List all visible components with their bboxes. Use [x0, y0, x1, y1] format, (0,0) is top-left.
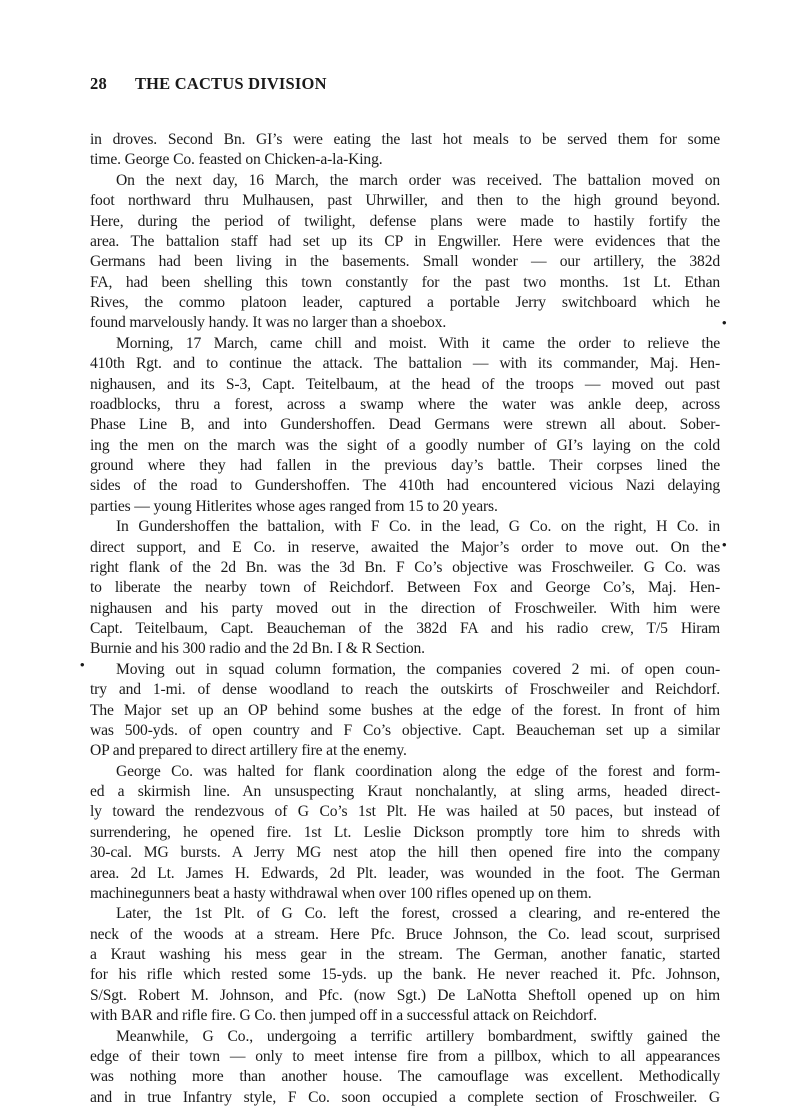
text-line: FA, had been shelling this town constantly for the past two months. 1st Lt. Ethan [90, 273, 720, 291]
running-header [90, 74, 327, 94]
text-line: parties — young Hitlerites whose ages ranged from 15 to 20 years. [90, 497, 498, 515]
margin-mark: • [722, 315, 727, 330]
margin-mark: • [80, 657, 85, 672]
text-line: nighausen, and its S-3, Capt. Teitelbaum, at the head of the troops — moved out past [90, 375, 720, 393]
body-text [90, 130, 720, 1108]
text-line: direct support, and E Co. in reserve, awaited the Major’s order to move out. On the [90, 538, 720, 556]
text-line: was 500-yds. of open country and F Co’s objective. Capt. Beaucheman set up a similar [90, 721, 720, 739]
text-line: OP and prepared to direct artillery fire at the enemy. [90, 742, 407, 760]
text-line: Burnie and his 300 radio and the 2d Bn. I & R Section. [90, 640, 425, 658]
text-line: George Co. was halted for flank coordination along the edge of the forest and form- [116, 762, 720, 780]
text-line: Moving out in squad column formation, the companies covered 2 mi. of open coun- [116, 660, 720, 678]
text-line: right flank of the 2d Bn. was the 3d Bn. F Co’s objective was Froschweiler. G Co. was [90, 558, 720, 576]
text-line: found marvelously handy. It was no larger than a shoebox. [90, 314, 447, 332]
text-line: 410th Rgt. and to continue the attack. The battalion — with its commander, Maj. Hen- [90, 355, 720, 373]
text-line: to liberate the nearby town of Reichdorf. Between Fox and George Co’s, Maj. Hen- [90, 579, 720, 597]
text-line: edge of their town — only to meet intense fire from a pillbox, which to all appearances [90, 1047, 720, 1065]
text-line: try and 1-mi. of dense woodland to reach the outskirts of Froschweiler and Reichdorf. [90, 681, 720, 699]
text-line: Phase Line B, and into Gundershoffen. Dead Germans were strewn all about. Sober- [90, 416, 720, 434]
text-line: Morning, 17 March, came chill and moist. With it came the order to relieve the [116, 334, 720, 352]
text-line: foot northward thru Mulhausen, past Uhrwiller, and then to the high ground beyond. [90, 192, 720, 210]
text-line: sides of the road to Gundershoffen. The 410th had encountered vicious Nazi delaying [90, 477, 720, 495]
text-line: and in true Infantry style, F Co. soon occupied a complete section of Froschweiler. G [90, 1088, 720, 1106]
text-line: machinegunners beat a hasty withdrawal when over 100 rifles opened up on them. [90, 884, 592, 902]
text-line: neck of the woods at a stream. Here Pfc. Bruce Johnson, the Co. lead scout, surprised [90, 925, 720, 943]
text-line: Rives, the commo platoon leader, captured a portable Jerry switchboard which he [90, 294, 720, 311]
text-line: a Kraut washing his mess gear in the stream. The German, another fanatic, started [90, 946, 720, 963]
text-line: roadblocks, thru a forest, across a swamp where the water was ankle deep, across [90, 395, 720, 413]
text-line: for his rifle which rested some 15-yds. up the bank. He never reached it. Pfc. Johnson, [90, 966, 720, 984]
text-line: In Gundershoffen the battalion, with F Co. in the lead, G Co. on the right, H Co. in [116, 518, 720, 536]
text-line: time. George Co. feasted on Chicken-a-la-King. [90, 151, 383, 169]
text-line: Capt. Teitelbaum, Capt. Beaucheman of the 382d FA and his radio crew, T/5 Hiram [90, 620, 720, 637]
text-line: ing the men on the march was the sight of a goodly number of GI’s laying on the cold [90, 436, 720, 454]
text-line: Meanwhile, G Co., undergoing a terrific artillery bombardment, swiftly gained the [116, 1027, 720, 1045]
text-line: nighausen and his party moved out in the direction of Froschweiler. With him were [90, 599, 720, 617]
text-line: Later, the 1st Plt. of G Co. left the forest, crossed a clearing, and re-entered the [116, 905, 720, 923]
text-line: in droves. Second Bn. GI’s were eating the last hot meals to be served them for some [90, 131, 720, 148]
text-line: was nothing more than another house. The camouflage was excellent. Methodically [90, 1068, 720, 1086]
text-line: ground where they had fallen in the previous day’s battle. Their corpses lined the [90, 457, 720, 474]
text-line: The Major set up an OP behind some bushes at the edge of the forest. In front of him [90, 701, 720, 719]
text-line: ed a skirmish line. An unsuspecting Kraut nonchalantly, at sling arms, headed direct- [90, 783, 720, 800]
text-line: area. 2d Lt. James H. Edwards, 2d Plt. leader, was wounded in the foot. The German [90, 864, 720, 882]
text-line: Here, during the period of twilight, defense plans were made to hastily fortify the [90, 212, 720, 230]
page-number: 28 [90, 74, 107, 93]
text-line: Germans had been living in the basements. Small wonder — our artillery, the 382d [90, 253, 720, 271]
text-line: On the next day, 16 March, the march order was received. The battalion moved on [116, 171, 720, 189]
text-line: area. The battalion staff had set up its CP in Engwiller. Here were evidences that the [90, 232, 720, 250]
text-line: surrendering, he opened fire. 1st Lt. Leslie Dickson promptly tore him to shreds with [90, 823, 720, 841]
text-line: S/Sgt. Robert M. Johnson, and Pfc. (now Sgt.) De LaNotta Sheftoll opened up on him [90, 986, 720, 1004]
text-line: 30-cal. MG bursts. A Jerry MG nest atop the hill then opened fire into the company [90, 844, 720, 862]
running-title: THE CACTUS DIVISION [134, 74, 327, 93]
margin-mark: • [722, 537, 727, 552]
text-line: with BAR and rifle fire. G Co. then jumped off in a successful attack on Reichdorf. [90, 1007, 597, 1025]
text-line: ly toward the rendezvous of G Co’s 1st Plt. He was hailed at 50 paces, but instead of [90, 803, 720, 821]
